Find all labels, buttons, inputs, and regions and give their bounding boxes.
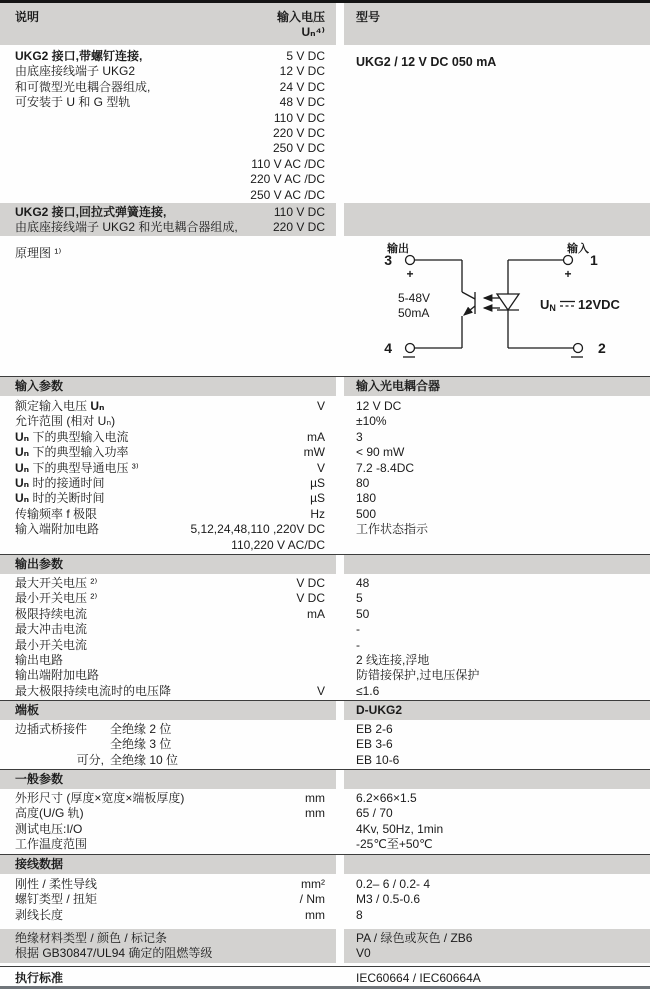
spec-unit: mm [305,791,325,805]
spec-value: EB 3-6 [356,737,393,752]
output-params-rows [0,574,650,699]
spec-value: 4Kv, 50Hz, 1min [356,821,444,836]
spec-sublabel: 全绝缘 2 位 [110,722,172,736]
spec-value: PA / 绿色或灰色 / ZB6 [356,931,473,945]
voltage-option: 12 V DC [279,64,325,79]
spec-value: 180 [356,491,377,506]
voltage-option: 48 V DC [279,95,325,110]
voltage-option: 220 V DC [272,220,325,235]
spec-label: 输出端附加电路 [15,668,100,683]
spec-label: 最大冲击电流 [15,622,88,637]
spec-value: 7.2 -8.4DC [356,460,415,475]
nominal-voltage-value: 12VDC [578,297,620,312]
description-column-header: 说明 [15,10,40,24]
spec-label: 时的接通时间 [29,475,105,490]
general-params-header-row [0,769,650,789]
general-params-header: 一般参数 [15,772,64,786]
column-header-row [0,3,650,45]
spec-value: -25℃至+50℃ [356,837,433,852]
voltage-option: 250 V AC /DC [250,187,325,202]
spec-value: ±10% [356,414,387,429]
spec-value: 2 线连接,浮地 [356,652,430,667]
input-params-header-row [0,376,650,396]
model-column-header: 型号 [356,10,381,24]
terminal-3-circle [406,256,415,265]
spec-value: 50 [356,606,370,621]
spec-value: 5 [356,591,363,606]
spec-unit: 110,220 V AC/DC [231,537,325,552]
spec-sublabel: 全绝缘 3 位 [110,737,172,752]
spec-unit: µS [310,475,325,490]
general-params-rows [0,789,650,853]
spec-value: EB 2-6 [356,722,393,736]
spec-label: 下的典型导通电压 ³⁾ [29,460,139,475]
spec-label: 时的关断时间 [29,491,105,506]
spec-label: 根据 GB30847/UL94 确定的阻燃等级 [15,946,213,961]
terminal-2-circle [574,344,583,353]
input-optocoupler-header: 输入光电耦合器 [356,379,441,393]
spec-value: < 90 mW [356,445,405,460]
product-description-line: 由底座接线端子 UKG2 和光电耦合器组成, [15,220,238,235]
spec-value: 12 V DC [356,399,402,413]
spec-unit: µS [310,491,325,506]
dc-symbol [560,302,575,307]
spec-label: 下的典型输入功率 [29,445,129,460]
spec-value: 65 / 70 [356,806,393,821]
spec-value: EB 10-6 [356,752,400,767]
product-description-line: 和可微型光电耦合器组成, [15,79,151,94]
schematic-caption: 原理图 ¹⁾ [15,246,62,260]
voltage-option: 110 V AC /DC [251,156,325,171]
terminal-3-number: 3 [384,252,392,268]
spec-label: 输出电路 [15,652,64,667]
voltage-option: 220 V AC /DC [250,172,325,187]
spec-label: 最大极限持续电流时的电压降 [15,683,172,698]
output-params-header-row [0,554,650,574]
spec-label [15,737,110,752]
spec-value: ≤1.6 [356,683,380,698]
spec-label: 高度(U/G 轨) [15,806,84,821]
optocoupler-schematic [344,236,650,372]
plus-polarity-mark: + [406,267,414,281]
terminal-plate-model: D-UKG2 [356,703,403,717]
voltage-option: 220 V DC [272,125,325,140]
spec-value: 3 [356,429,363,444]
spec-value: V0 [356,946,371,961]
input-params-header: 输入参数 [15,379,64,393]
spec-label: 螺钉类型 / 扭矩 [15,892,98,907]
led-symbol [497,260,574,348]
spec-value: 0.2– 6 / 0.2- 4 [356,877,431,891]
spec-label: 允许范围 (相对 Uₙ) [15,414,116,429]
voltage-option: 5 V DC [286,49,325,63]
spec-unit: mA [307,429,325,444]
spec-label: 下的典型输入电流 [29,429,129,444]
terminal-4-number: 4 [384,340,392,356]
spec-label: 最小开关电压 ²⁾ [15,591,98,606]
spec-label: 剥线长度 [15,907,64,922]
spec-value: 防错接保护,过电压保护 [356,668,480,683]
spec-unit: 5,12,24,48,110 ,220V DC [190,522,325,537]
spec-unit: mm² [301,877,325,891]
voltage-option: 250 V DC [272,141,325,156]
spec-value [356,538,644,553]
spec-label: 输入端附加电路 [15,522,100,537]
spec-label: 最小开关电流 [15,637,88,652]
spec-value: M3 / 0.5-0.6 [356,892,421,907]
wiring-data-header-row [0,854,650,874]
spec-unit: Hz [310,506,325,521]
spec-sublabel: 全绝缘 10 位 [110,752,179,767]
output-label: 输出 [387,243,409,255]
plus-polarity-mark: + [564,267,572,281]
spec-unit: V [316,399,325,413]
spec-unit: V DC [296,591,325,606]
spec-label: 边插式桥接件 [15,722,88,736]
terminal-2-number: 2 [598,340,606,356]
output-rating-voltage: 5-48V [398,291,431,305]
nominal-voltage-label: UN [540,297,556,313]
input-voltage-symbol: Uₙ⁴⁾ [301,25,325,40]
voltage-option: 110 V DC [273,110,325,125]
input-params-rows: 额定输入电压 Uₙ V 允许范围 (相对 Uₙ) Uₙ 下的典型输入电流 mA Uₙ 下的典型输入功率 mW Uₙ 下的典型导通电压 ³⁾ V Uₙ 时的接通时间 µS Uₙ 时的关断时间 µS 传输频率 f 极限 Hz 输入端附加电路 5,12,24,48,110 ,220V DC 110,220 V AC/DC 12 V DC ±10% 3 < 90 mW 7.2 -8.4DC 80 180 500 工作状态指示 [0,396,650,553]
spec-label: 额定输入电压 [15,399,91,413]
screw-product-section [0,45,650,203]
terminal-1-number: 1 [590,252,598,268]
product-description-line: 由底座接线端子 UKG2 [15,64,136,79]
terminal-plate-header-row [0,700,650,720]
input-voltage-column-header: 输入电压 [276,10,325,24]
insulation-material-band [0,929,650,963]
spec-unit: / Nm [299,892,325,907]
spec-value: - [356,622,360,637]
terminal-1-circle [564,256,573,265]
spec-unit: V [316,460,325,475]
spec-value: 48 [356,576,370,590]
light-coupling-arrows [484,298,500,308]
spec-label: 外形尺寸 (厚度×宽度×端板厚度) [15,791,185,805]
spec-unit: mW [303,445,325,460]
spec-unit: mA [307,606,325,621]
spec-value: 8 [356,907,363,922]
spec-label: 绝缘材料类型 / 颜色 / 标记条 [15,931,168,945]
model-number: UKG2 / 12 V DC 050 mA [356,55,497,69]
wiring-data-rows [0,874,650,923]
spec-value: 80 [356,475,370,490]
standards-value: IEC60664 / IEC60664A [356,971,481,985]
standards-label: 执行标准 [15,971,64,985]
voltage-option: 110 V DC [273,205,325,219]
spec-label: 工作温度范围 [15,837,88,852]
spec-value: 500 [356,506,377,521]
spec-label: 刚性 / 柔性导线 [15,877,98,891]
product-description-line: 可安装于 U 和 G 型轨 [15,95,131,110]
spec-unit: V [316,683,325,698]
terminal-4-circle [406,344,415,353]
terminal-plate-header: 端板 [15,703,40,717]
spec-label: 极限持续电流 [15,606,88,621]
spec-label: 可分, [76,752,104,767]
schematic-section [0,236,650,376]
spec-label: 传输频率 f 极限 [15,506,98,521]
terminal-plate-rows [0,720,650,768]
product-description-line: UKG2 接口,回拉式弹簧连接, [15,205,167,219]
spec-value: - [356,637,360,652]
output-rating-current: 50mA [398,306,430,320]
spec-unit: mm [305,806,325,821]
standards-row [0,966,650,986]
spec-value: 工作状态指示 [356,522,429,537]
wiring-data-header: 接线数据 [15,857,64,871]
spec-label: 最大开关电压 ²⁾ [15,576,98,590]
spring-product-section [0,203,650,236]
spec-unit: mm [305,907,325,922]
spec-value: 6.2×66×1.5 [356,791,417,805]
spec-label: 测试电压:I/O [15,821,83,836]
product-description-line: UKG2 接口,带螺钉连接, [15,49,143,63]
voltage-option: 24 V DC [279,79,325,94]
spec-unit: V DC [296,576,325,590]
input-label: 输入 [567,243,589,255]
output-params-header: 输出参数 [15,557,64,571]
